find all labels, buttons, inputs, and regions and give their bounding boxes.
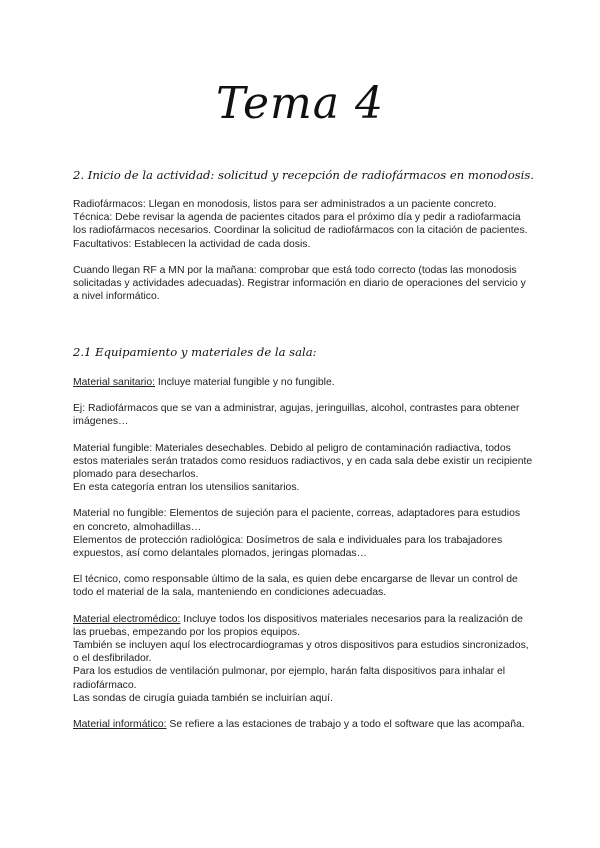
paragraph-ventilacion: Para los estudios de ventilación pulmonar, por ejemplo, harán falta dispositivos para inhalar el radiofármaco. bbox=[73, 666, 506, 691]
paragraph-ejemplo: Ej: Radiofármacos que se van a administrar, agujas, jeringuillas, alcohol, contrastes para obtener imágenes… bbox=[73, 403, 520, 428]
label-material-sanitario: Material sanitario: bbox=[73, 377, 156, 388]
paragraph-tecnica: Técnica: Debe revisar la agenda de pacientes citados para el próximo día y pedir a radiofarmacia los radiofármacos necesarios. Coordinar la solicitud de radiofármacos con la citación de pacientes. bbox=[73, 212, 528, 237]
text-material-informatico: Se refiere a las estaciones de trabajo y a todo el software que las acompaña. bbox=[166, 719, 525, 731]
paragraph-electrocardiogramas: También se incluyen aquí los electrocardiogramas y otros dispositivos para estudios sincronizados, o el desfibrilador. bbox=[73, 640, 529, 665]
paragraph-sondas: Las sondas de cirugía guiada también se incluirían aquí. bbox=[73, 692, 333, 704]
paragraph-tecnico: El técnico, como responsable último de la sala, es quien debe encargarse de llevar un control de todo el material de la sala, manteniendo en condiciones adecuadas. bbox=[73, 574, 518, 599]
paragraph-utensilios: En esta categoría entran los utensilios sanitarios. bbox=[73, 482, 300, 494]
text-material-sanitario: Incluye material fungible y no fungible. bbox=[155, 377, 335, 388]
paragraph-material-sanitario bbox=[73, 376, 533, 389]
paragraph-material-fungible: Material fungible: Materiales desechables. Debido al peligro de contaminación radiactiva, todos estos materiales serán tratados como residuos radiactivos, y en cada sala debe existir un recipiente plomado para desecharlos. bbox=[73, 442, 533, 481]
paragraph-material-electromedico bbox=[73, 613, 533, 639]
text-material-electromedico: Incluye todos los dispositivos materiales necesarios para la realización de las pruebas, empezando por los propios equipos. bbox=[73, 613, 523, 638]
label-material-informatico: Material informático: bbox=[73, 719, 167, 731]
page-title: Tema 4 bbox=[216, 78, 384, 129]
paragraph-material-no-fungible: Material no fungible: Elementos de sujeción para el paciente, correas, adaptadores para estudios en concreto, almohadillas… bbox=[73, 508, 521, 533]
paragraph-llegada-rf: Cuando llegan RF a MN por la mañana: comprobar que está todo correcto (todas las monodosis solicitadas y actividades adecuadas). Registrar información en diario de operaciones del servicio y a nivel informático. bbox=[73, 264, 526, 303]
section-body-equipamiento bbox=[73, 376, 533, 731]
paragraph-material-informatico bbox=[73, 718, 533, 731]
label-material-electromedico: Material electromédico: bbox=[73, 613, 181, 625]
paragraph-facultativos: Facultativos: Establecen la actividad de cada dosis. bbox=[73, 238, 311, 250]
paragraph-radiofarmacos: Radiofármacos: Llegan en monodosis, listos para ser administrados a un paciente concreto. bbox=[73, 199, 497, 210]
section-body-inicio bbox=[73, 198, 533, 303]
paragraph-proteccion-radiologica: Elementos de protección radiológica: Dosímetros de sala e individuales para los trabajadores expuestos, así como delantales plomados, jeringas plomadas… bbox=[73, 534, 503, 560]
section-heading-inicio: 2. Inicio de la actividad: solicitud y recepción de radiofármacos en monodosis. bbox=[73, 168, 534, 182]
section-heading-equipamiento: 2.1 Equipamiento y materiales de la sala: bbox=[73, 345, 317, 359]
